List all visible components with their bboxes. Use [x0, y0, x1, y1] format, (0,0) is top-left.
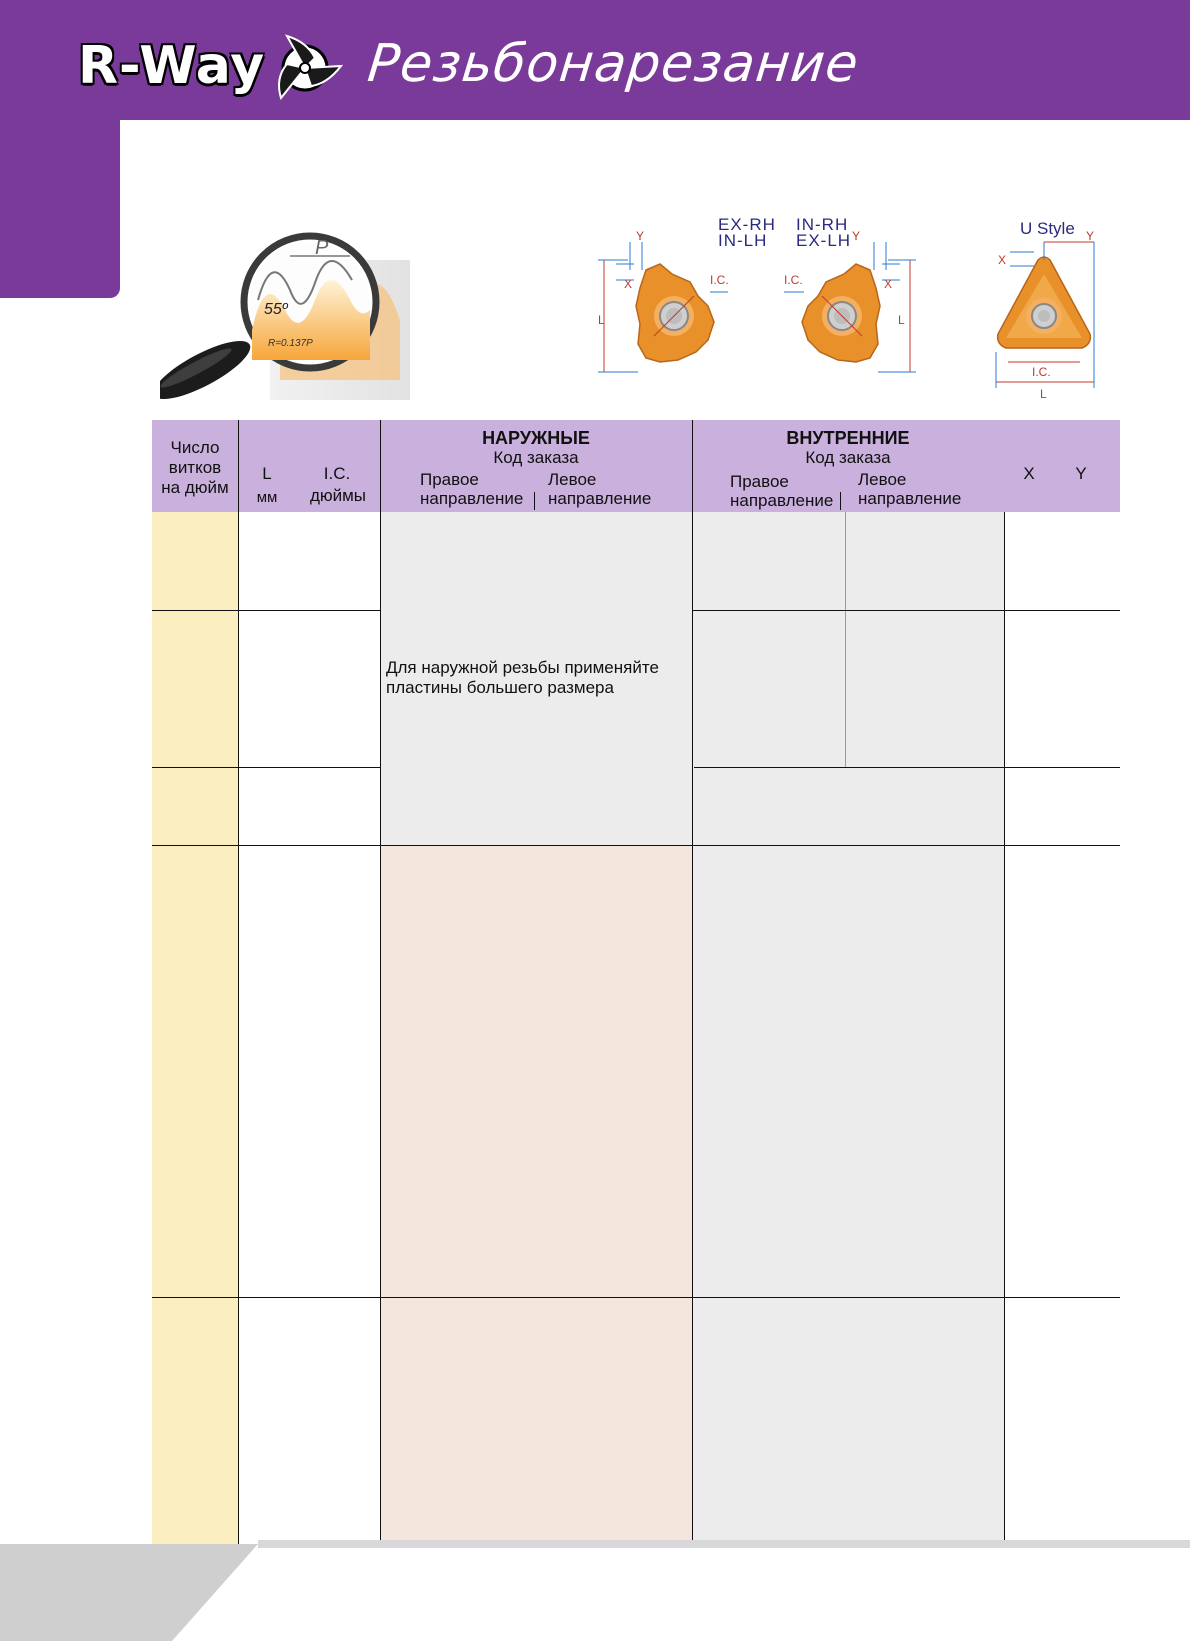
diagram-caption-u-style: U Style: [1020, 219, 1075, 238]
radius-label: R=0.137P: [268, 338, 313, 349]
external-note: Для наружной резьбы применяйте пластины большего размера: [386, 658, 659, 697]
hline-row4: [152, 1297, 1120, 1298]
dim-l-right: L: [898, 313, 905, 327]
external-right-direction: Правое направление: [420, 470, 524, 508]
dim-l-u: L: [1040, 387, 1047, 401]
dim-x-u: X: [998, 253, 1007, 267]
external-peach-block: [380, 845, 692, 1544]
diagram-caption-in-rh: IN-RH: [796, 215, 849, 234]
vline-internal-split-2: [845, 610, 846, 767]
dim-y-u: Y: [1086, 229, 1095, 243]
external-subheader-divider: [534, 492, 535, 510]
internal-right-direction: Правое направление: [730, 472, 834, 510]
header-side-tab: [0, 120, 120, 298]
hline-row2-a: [152, 767, 380, 768]
col-tpi-header: Число витков на дюйм: [161, 438, 229, 497]
diagram-caption-ex-rh: EX-RH: [718, 215, 776, 234]
brand-swirl-icon: [267, 28, 343, 104]
internal-subheader-divider: [840, 492, 841, 510]
footer-band: [0, 1540, 1190, 1641]
insert-drawings: [598, 212, 1128, 422]
hline-row2-b: [694, 767, 1120, 768]
diagram-caption-ex-lh: EX-LH: [796, 231, 852, 250]
dim-ic-u: I.C.: [1032, 365, 1051, 379]
dim-x-right: X: [884, 277, 893, 291]
dim-x-left: X: [624, 277, 633, 291]
dim-ic-left: I.C.: [710, 273, 729, 287]
col-l-unit: мм: [256, 489, 278, 506]
col-ic-unit: дюймы: [309, 486, 367, 505]
insert-table: [152, 420, 1120, 1544]
vline-internal-split-1: [845, 512, 846, 610]
angle-label: 55º: [264, 301, 288, 318]
col-l-header: L: [262, 464, 272, 483]
hline-row3: [152, 845, 1120, 846]
dim-ic-right: I.C.: [784, 273, 803, 287]
dim-y-right: Y: [852, 229, 861, 243]
hline-row1-a: [152, 610, 380, 611]
external-left-direction: Левое направление: [548, 470, 652, 508]
external-header-subtitle: Код заказа: [493, 448, 579, 467]
column-tpi-fill: [152, 512, 238, 1544]
internal-gray-block: [692, 512, 1004, 1544]
external-header-title: НАРУЖНЫЕ: [482, 428, 590, 448]
internal-header-subtitle: Код заказа: [805, 448, 891, 467]
col-y-header: Y: [1075, 464, 1087, 483]
brand-logo: [78, 26, 343, 106]
hline-row1-b: [692, 610, 1120, 611]
diagram-caption-in-lh: IN-LH: [718, 231, 768, 250]
vline-2: [380, 420, 381, 1544]
vline-1: [238, 420, 239, 1544]
col-x-header: X: [1023, 464, 1035, 483]
vline-4: [1004, 512, 1005, 1544]
dim-l-left: L: [598, 313, 605, 327]
vline-3: [692, 420, 693, 1544]
dim-y-left: Y: [636, 229, 645, 243]
brand-name: R-Way: [78, 36, 266, 96]
col-ic-header: I.C.: [323, 464, 351, 483]
insert-diagrams: [598, 212, 1128, 422]
internal-header-title: ВНУТРЕННИЕ: [786, 428, 910, 448]
internal-left-direction: Левое направление: [858, 470, 962, 508]
pitch-label: P: [315, 237, 329, 259]
thread-profile-magnifier-illustration: [160, 230, 450, 410]
section-title: Резьбонарезание: [364, 34, 862, 94]
